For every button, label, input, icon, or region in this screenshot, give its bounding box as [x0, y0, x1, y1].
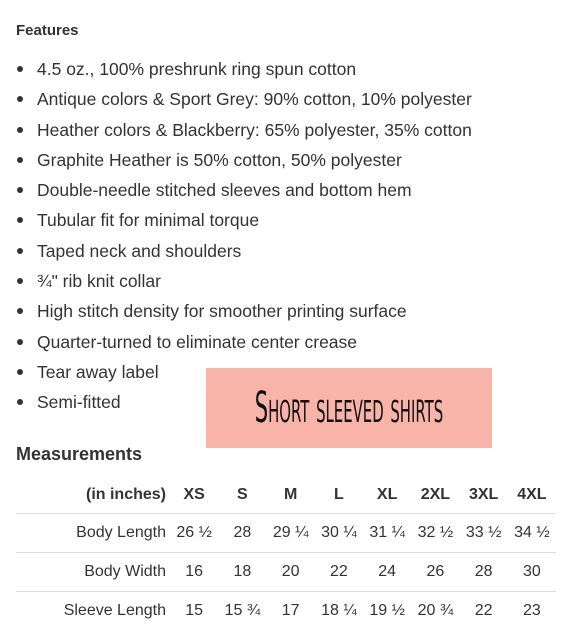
features-list: [0, 56, 472, 420]
banner-text: Short sleeved shirts: [255, 383, 443, 433]
feature-item: [0, 86, 472, 116]
bullet-icon: [17, 157, 23, 163]
size-header: XL: [363, 476, 411, 514]
short-sleeved-shirts-banner: [206, 368, 492, 448]
size-header: XS: [170, 476, 218, 514]
feature-text: ¾" rib knit collar: [37, 271, 161, 291]
bullet-icon: [17, 399, 23, 405]
table-cell: 23: [508, 592, 556, 630]
table-cell: 33 ½: [460, 514, 508, 553]
table-cell: 24: [363, 553, 411, 592]
bullet-icon: [17, 278, 23, 284]
table-header-row: [16, 476, 556, 514]
size-header: M: [267, 476, 315, 514]
unit-label: (in inches): [16, 476, 170, 514]
feature-item: [0, 177, 472, 207]
table-cell: 18: [218, 553, 266, 592]
feature-item: [0, 238, 472, 268]
table-cell: 16: [170, 553, 218, 592]
feature-text: 4.5 oz., 100% preshrunk ring spun cotton: [37, 59, 356, 79]
table-cell: 31 ¼: [363, 514, 411, 553]
table-cell: 17: [267, 592, 315, 630]
table-cell: 15: [170, 592, 218, 630]
bullet-icon: [17, 339, 23, 345]
table-cell: 18 ¼: [315, 592, 363, 630]
table-cell: 32 ½: [411, 514, 459, 553]
feature-text: Antique colors & Sport Grey: 90% cotton, 10% polyester: [37, 89, 472, 109]
size-header: S: [218, 476, 266, 514]
measurements-heading: Measurements: [16, 444, 142, 465]
row-label: Body Length: [16, 514, 170, 553]
bullet-icon: [17, 308, 23, 314]
feature-item: [0, 268, 472, 298]
feature-text: Heather colors & Blackberry: 65% polyester, 35% cotton: [37, 120, 472, 140]
table-cell: 28: [460, 553, 508, 592]
row-label: Body Width: [16, 553, 170, 592]
table-cell: 19 ½: [363, 592, 411, 630]
bullet-icon: [17, 187, 23, 193]
feature-text: Quarter-turned to eliminate center crease: [37, 332, 357, 352]
bullet-icon: [17, 96, 23, 102]
table-cell: 30 ¼: [315, 514, 363, 553]
feature-item: [0, 56, 472, 86]
table-cell: 22: [315, 553, 363, 592]
feature-item: [0, 298, 472, 328]
table-row: [16, 514, 556, 553]
feature-text: Graphite Heather is 50% cotton, 50% polyester: [37, 150, 402, 170]
bullet-icon: [17, 248, 23, 254]
row-label: Sleeve Length: [16, 592, 170, 630]
size-header: 2XL: [411, 476, 459, 514]
table-row: [16, 553, 556, 592]
table-cell: 20 ¾: [411, 592, 459, 630]
bullet-icon: [17, 66, 23, 72]
table-cell: 28: [218, 514, 266, 553]
feature-text: Tubular fit for minimal torque: [37, 210, 259, 230]
size-header: 4XL: [508, 476, 556, 514]
size-header: L: [315, 476, 363, 514]
feature-text: Semi-fitted: [37, 392, 121, 412]
feature-item: [0, 147, 472, 177]
feature-text: Tear away label: [37, 362, 159, 382]
feature-text: Double-needle stitched sleeves and bottom hem: [37, 180, 412, 200]
features-heading: Features: [16, 22, 79, 39]
feature-text: High stitch density for smoother printing surface: [37, 301, 407, 321]
feature-item: [0, 329, 472, 359]
table-cell: 15 ¾: [218, 592, 266, 630]
table-cell: 26: [411, 553, 459, 592]
feature-item: [0, 207, 472, 237]
bullet-icon: [17, 369, 23, 375]
bullet-icon: [17, 127, 23, 133]
table-cell: 26 ½: [170, 514, 218, 553]
table-cell: 20: [267, 553, 315, 592]
table-cell: 34 ½: [508, 514, 556, 553]
table-row: [16, 592, 556, 630]
feature-item: [0, 117, 472, 147]
table-cell: 29 ¼: [267, 514, 315, 553]
feature-text: Taped neck and shoulders: [37, 241, 241, 261]
table-cell: 22: [460, 592, 508, 630]
size-header: 3XL: [460, 476, 508, 514]
size-chart-table: [16, 476, 556, 630]
bullet-icon: [17, 217, 23, 223]
table-cell: 30: [508, 553, 556, 592]
